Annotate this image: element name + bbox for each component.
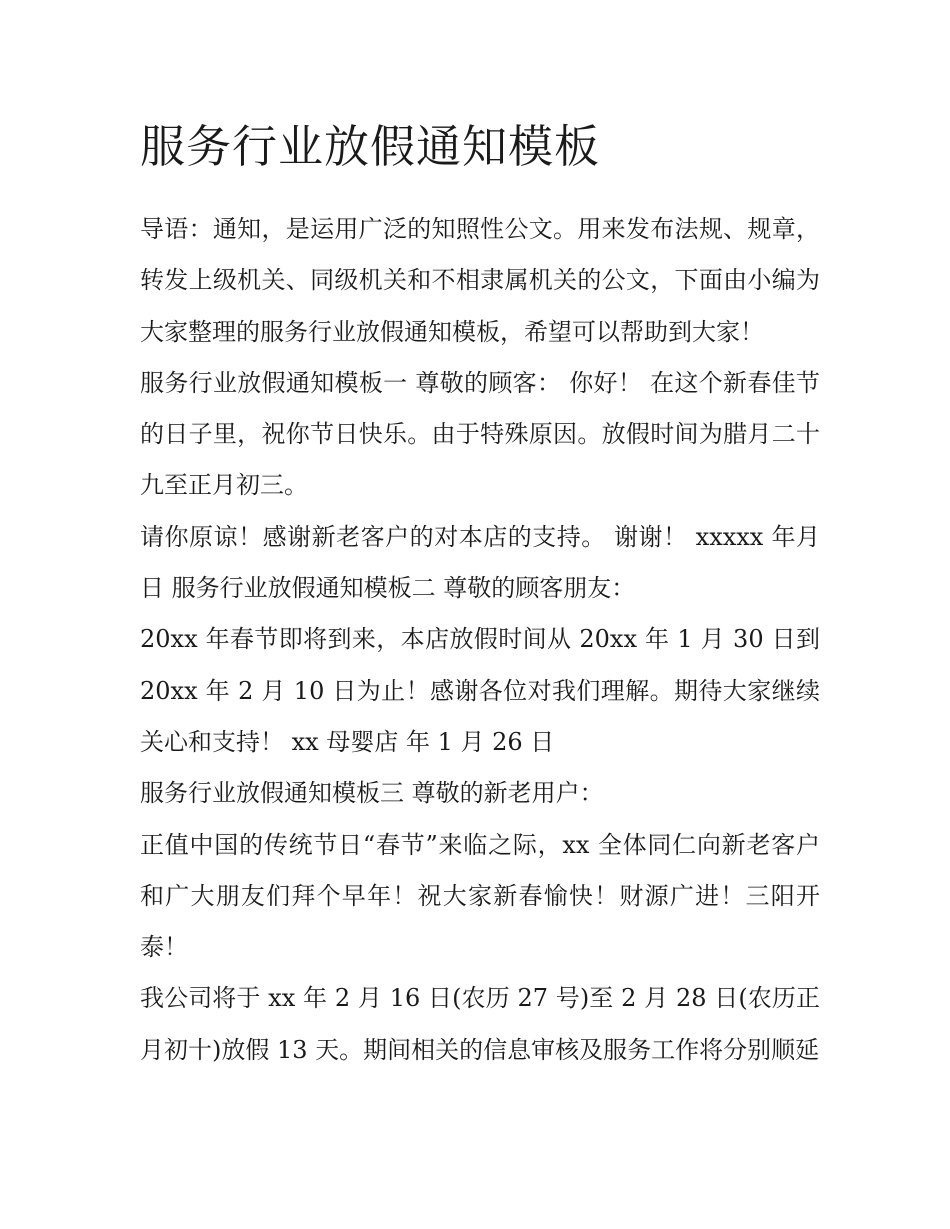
template-one-paragraph: 服务行业放假通知模板一 尊敬的顾客： 你好！ 在这个新春佳节的日子里，祝你节日快乐。由于特殊原因。放假时间为腊月二十九至正月初三。 bbox=[140, 368, 820, 500]
document-title: 服务行业放假通知模板 bbox=[140, 120, 601, 173]
document-body bbox=[140, 112, 820, 1076]
template-three-heading-paragraph: 服务行业放假通知模板三 尊敬的新老用户： bbox=[140, 779, 604, 808]
template-one-closing-paragraph: 请你原谅！感谢新老客户的对本店的支持。 谢谢！ xxxxx 年月日 服务行业放假通知模板二 尊敬的顾客朋友： bbox=[140, 522, 820, 603]
template-three-greeting-paragraph: 正值中国的传统节日“春节”来临之际，xx 全体同仁向新老客户和广大朋友们拜个早年！祝大家新春愉快！财源广进！三阳开泰！ bbox=[140, 830, 820, 962]
intro-paragraph: 导语：通知，是运用广泛的知照性公文。用来发布法规、规章，转发上级机关、同级机关和不相隶属机关的公文，下面由小编为大家整理的服务行业放假通知模板，希望可以帮助到大家！ bbox=[140, 215, 820, 346]
template-two-body-paragraph: 20xx 年春节即将到来，本店放假时间从 20xx 年 1 月 30 日到 20xx 年 2 月 10 日为止！感谢各位对我们理解。期待大家继续关心和支持！ xx 母婴店 年 1 月 26 日 bbox=[140, 625, 820, 756]
template-three-schedule-paragraph: 我公司将于 xx 年 2 月 16 日(农历 27 号)至 2 月 28 日(农历正月初十)放假 13 天。期间相关的信息审核及服务工作将分别顺延 bbox=[140, 984, 820, 1064]
